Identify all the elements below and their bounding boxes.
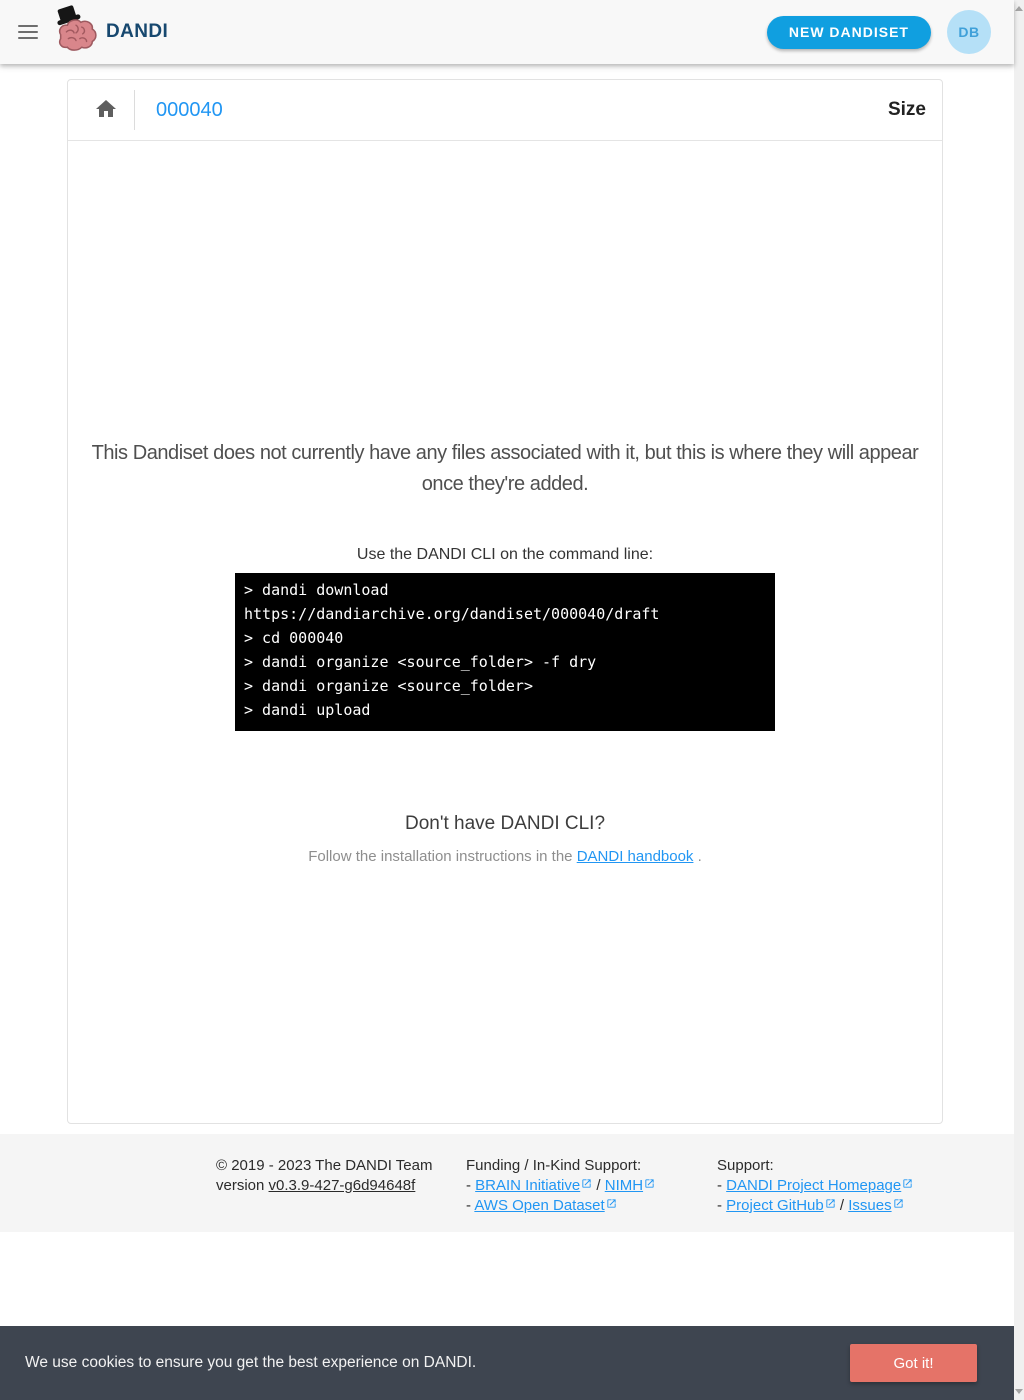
empty-state-message: This Dandiset does not currently have any files associated with it, but this is where they will appear once they're added. — [91, 442, 919, 495]
issues-link[interactable]: Issues — [848, 1197, 903, 1214]
version-link[interactable]: v0.3.9-427-g6d94648f — [268, 1177, 416, 1194]
empty-state — [68, 141, 942, 865]
nimh-link[interactable]: NIMH — [605, 1177, 655, 1194]
project-github-link[interactable]: Project GitHub — [726, 1197, 836, 1214]
external-link-icon — [902, 1178, 913, 1189]
copyright-text: © 2019 - 2023 The DANDI Team — [216, 1157, 433, 1174]
funding-heading: Funding / In-Kind Support: — [466, 1157, 642, 1174]
support-heading: Support: — [717, 1157, 774, 1174]
cli-code-block — [235, 573, 775, 731]
external-link-icon — [644, 1178, 655, 1189]
list-bullet: - — [717, 1197, 722, 1214]
cli-command-line: > dandi upload — [244, 701, 371, 719]
app-header — [0, 0, 1014, 64]
list-bullet: - — [466, 1177, 471, 1194]
install-text-suffix: . — [697, 848, 702, 865]
version-label: version — [216, 1177, 265, 1194]
cookie-message: We use cookies to ensure you get the best experience on DANDI. — [25, 1354, 477, 1371]
external-link-icon — [581, 1178, 592, 1189]
brain-initiative-link[interactable]: BRAIN Initiative — [475, 1177, 592, 1194]
user-avatar[interactable]: DB — [947, 10, 991, 54]
cli-command-line: > dandi download — [244, 581, 389, 599]
footer-funding-column — [466, 1156, 655, 1216]
aws-open-dataset-link[interactable]: AWS Open Dataset — [474, 1197, 616, 1214]
cli-heading: Use the DANDI CLI on the command line: — [356, 546, 654, 563]
install-instructions — [68, 848, 942, 865]
scroll-down-icon[interactable] — [1015, 1389, 1023, 1394]
install-text-prefix: Follow the installation instructions in the — [308, 848, 573, 865]
file-browser-card — [67, 79, 943, 1124]
dandi-handbook-link[interactable]: DANDI handbook — [576, 848, 694, 865]
dandi-homepage-link[interactable]: DANDI Project Homepage — [726, 1177, 913, 1194]
external-link-icon — [825, 1198, 836, 1209]
external-link-icon — [606, 1198, 617, 1209]
home-button[interactable] — [90, 94, 122, 126]
breadcrumb — [68, 80, 942, 141]
scroll-up-icon[interactable] — [1015, 6, 1023, 11]
footer-copyright-column — [216, 1156, 432, 1196]
breadcrumb-dandiset-id[interactable]: 000040 — [156, 98, 223, 121]
brain-with-hat-icon — [53, 5, 99, 60]
no-cli-heading: Don't have DANDI CLI? — [404, 813, 606, 834]
list-separator: / — [596, 1177, 601, 1194]
cli-command-line: > dandi organize <source_folder> — [244, 677, 533, 695]
menu-button[interactable] — [8, 12, 48, 52]
breadcrumb-divider — [134, 90, 135, 130]
list-bullet: - — [466, 1197, 471, 1214]
hamburger-icon — [18, 25, 38, 27]
footer-support-column — [717, 1156, 913, 1216]
cookie-banner — [0, 1326, 1014, 1400]
new-dandiset-button[interactable]: NEW DANDISET — [767, 16, 931, 49]
home-icon — [94, 97, 118, 124]
cli-command-line: https://dandiarchive.org/dandiset/000040/draft — [244, 605, 660, 623]
brand-wordmark: DANDI — [106, 21, 169, 42]
page-footer — [0, 1134, 1014, 1232]
cookie-accept-button[interactable]: Got it! — [850, 1344, 977, 1382]
cli-command-line: > cd 000040 — [244, 629, 344, 647]
external-link-icon — [893, 1198, 904, 1209]
vertical-scrollbar[interactable] — [1014, 0, 1024, 1400]
dandi-logo-link[interactable] — [53, 5, 168, 60]
cli-command-line: > dandi organize <source_folder> -f dry — [244, 653, 597, 671]
list-bullet: - — [717, 1177, 722, 1194]
size-column-header: Size — [887, 99, 926, 120]
list-separator: / — [839, 1197, 845, 1214]
